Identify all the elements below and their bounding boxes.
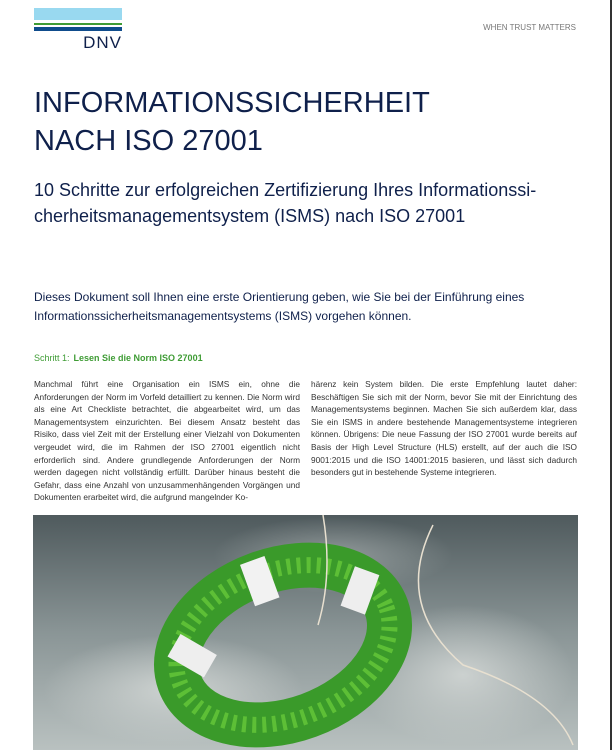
logo-bar-sky (34, 8, 122, 20)
body-column-1: Manchmal führt eine Organisation ein ISMS ein, ohne die Anforderungen der Norm im Vorfeld detailliert zu kennen. Die Norm wird als eine Art Checkliste betrachtet, die abgearbeitet wird, um das Managementsystem einzurichten. Bei diesem Ansatz besteht das Risiko, dass viel Zeit mit der Erstellung einer Vielzahl von Dokumenten vergeudet wird, die im Rahmen der ISO 27001 eigentlich nicht erforderlich sind. Andere grundlegende Anforderungen der Norm werden dagegen nicht vollständig erfüllt. Darüber hinaus besteht die Gefahr, dass eine Anzahl von unzusammenhängenden Vorgängen und Dokumenten erarbeitet wird, die aufgrund mangelnder Ko- (34, 379, 300, 503)
page-title (34, 84, 430, 160)
intro-text: Dieses Dokument soll Ihnen eine erste Orientierung geben, wie Sie bei der Einführung eines Informationssicherheitsmanagementsystems (ISMS) vorgehen können. (34, 290, 525, 323)
logo-text: DNV (83, 33, 122, 52)
subtitle: 10 Schritte zur erfolgreichen Zertifizierung Ihres Informationssicherheitsmanagementsystem (ISMS) nach ISO 27001 (34, 180, 537, 226)
logo-bar-blue (34, 27, 122, 31)
title-line-2: NACH ISO 27001 (34, 125, 263, 157)
step-heading (34, 353, 203, 363)
logo-bar-green (34, 23, 122, 25)
step-title: Lesen Sie die Norm ISO 27001 (73, 353, 203, 363)
body-column-2: härenz kein System bilden. Die erste Empfehlung lautet daher: Beschäftigen Sie sich mit der Norm, bevor Sie mit der Einrichtung des Managementsystems beginnen. Machen Sie sich außerdem klar, dass Sie ein ISMS in andere bestehende Managementsysteme integrieren können. Übrigens: Die neue Fassung der ISO 27001 wurde bereits auf Basis der High Level Structure (HLS) erstellt, auf der auch die ISO 9001:2015 und die ISO 14001:2015 basieren, und lässt sich dadurch besonders gut in bestehende Systeme integrieren. (311, 379, 577, 478)
tagline: WHEN TRUST MATTERS (483, 23, 576, 32)
title-line-1: INFORMATIONSSICHERHEIT (34, 87, 430, 119)
lifebuoy-photo (33, 515, 578, 750)
dnv-logo (34, 8, 122, 53)
step-label: Schritt 1: (34, 353, 70, 363)
